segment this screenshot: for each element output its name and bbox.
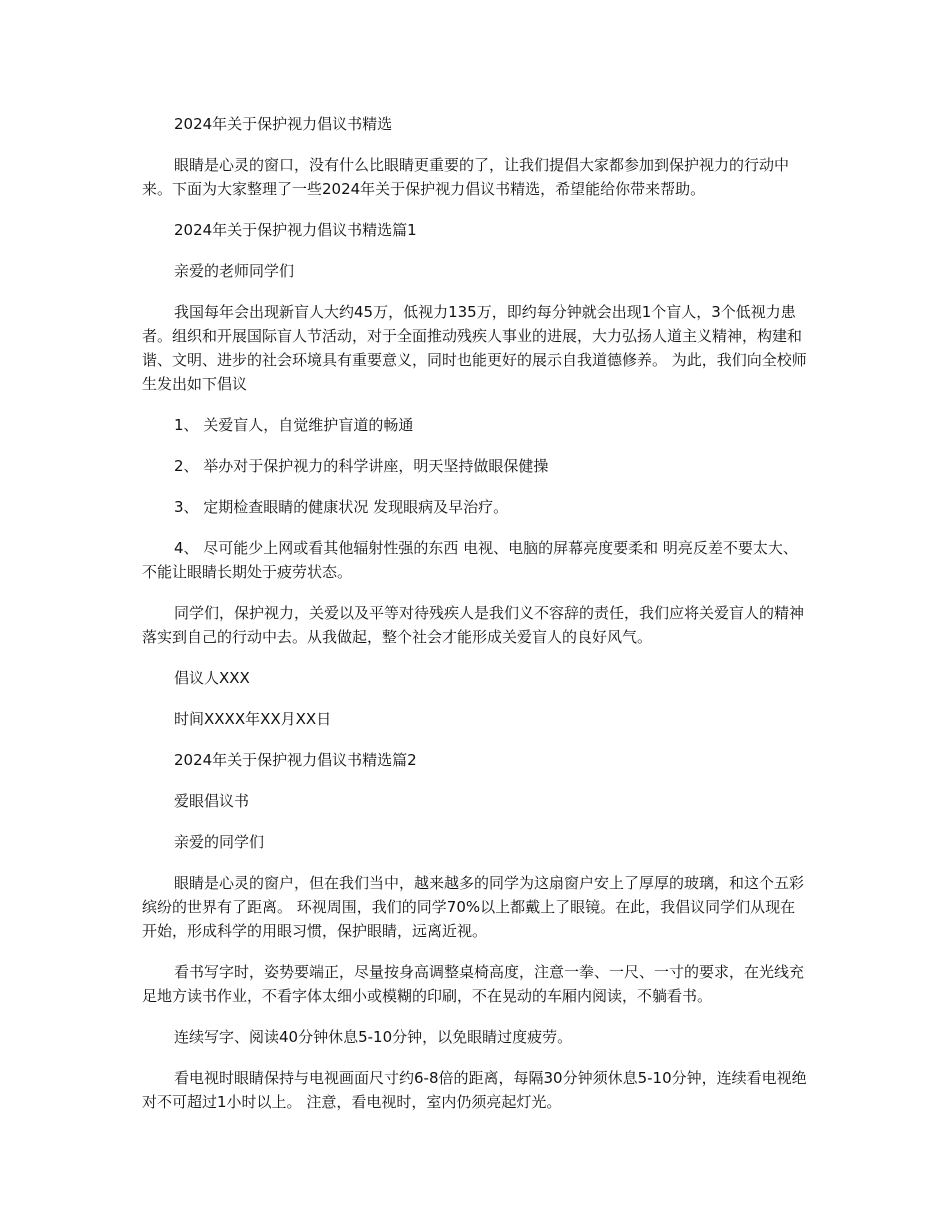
list-item-1: 1、 关爱盲人，自觉维护盲道的畅通 bbox=[174, 416, 414, 434]
subtitle: 爱眼倡议书 bbox=[174, 792, 250, 810]
body-paragraph: 眼睛是心灵的窗户，但在我们当中，越来越多的同学为这扇窗户安上了厚厚的玻璃，和这个五彩缤纷的世界有了距离。 环视周围，我们的同学70%以上都戴上了眼镜。在此，我倡议同学们从现在开始，形成科学的用眼习惯，保护眼睛，远离近视。 bbox=[142, 874, 805, 940]
list-item-3: 3、 定期检查眼睛的健康状况 发现眼病及早治疗。 bbox=[174, 498, 509, 516]
body-paragraph: 看电视时眼睛保持与电视画面尺寸约6-8倍的距离，每隔30分钟须休息5-10分钟，连续看电视绝对不可超过1小时以上。 注意，看电视时，室内仍须亮起灯光。 bbox=[142, 1069, 807, 1111]
list-item-2: 2、 举办对于保护视力的科学讲座，明天坚持做眼保健操 bbox=[174, 457, 549, 475]
section-heading-2: 2024年关于保护视力倡议书精选篇2 bbox=[174, 751, 417, 769]
body-paragraph: 看书写字时，姿势要端正，尽量按身高调整桌椅高度，注意一拳、一尺、一寸的要求，在光线充足地方读书作业，不看字体太细小或模糊的印刷，不在晃动的车厢内阅读，不躺看书。 bbox=[142, 963, 805, 1005]
intro-paragraph: 眼睛是心灵的窗口，没有什么比眼睛更重要的了，让我们提倡大家都参加到保护视力的行动中来。下面为大家整理了一些2024年关于保护视力倡议书精选，希望能给你带来帮助。 bbox=[142, 156, 790, 198]
date-line: 时间XXXX年XX月XX日 bbox=[174, 710, 332, 728]
list-item-4: 4、 尽可能少上网或看其他辐射性强的东西 电视、电脑的屏幕亮度要柔和 明亮反差不要太大、 不能让眼睛长期处于疲劳状态。 bbox=[142, 539, 803, 581]
salutation: 亲爱的老师同学们 bbox=[174, 262, 295, 280]
salutation: 亲爱的同学们 bbox=[174, 833, 265, 851]
body-paragraph: 我国每年会出现新盲人大约45万，低视力135万，即约每分钟就会出现1个盲人，3个低视力患者。组织和开展国际盲人节活动，对于全面推动残疾人事业的进展，大力弘扬人道主义精神，构建和谐、文明、进步的社会环境具有重要意义，同时也能更好的展示自我道德修养。 为此，我们向全校师生发出如下倡议 bbox=[142, 303, 807, 393]
section-heading-1: 2024年关于保护视力倡议书精选篇1 bbox=[174, 221, 417, 239]
signatory: 倡议人XXX bbox=[174, 669, 250, 687]
body-paragraph: 连续写字、阅读40分钟休息5-10分钟，以免眼睛过度疲劳。 bbox=[174, 1028, 573, 1046]
document-title: 2024年关于保护视力倡议书精选 bbox=[174, 115, 393, 133]
body-paragraph: 同学们，保护视力，关爱以及平等对待残疾人是我们义不容辞的责任，我们应将关爱盲人的精神落实到自己的行动中去。从我做起，整个社会才能形成关爱盲人的良好风气。 bbox=[142, 604, 805, 646]
document-page bbox=[142, 112, 810, 1131]
